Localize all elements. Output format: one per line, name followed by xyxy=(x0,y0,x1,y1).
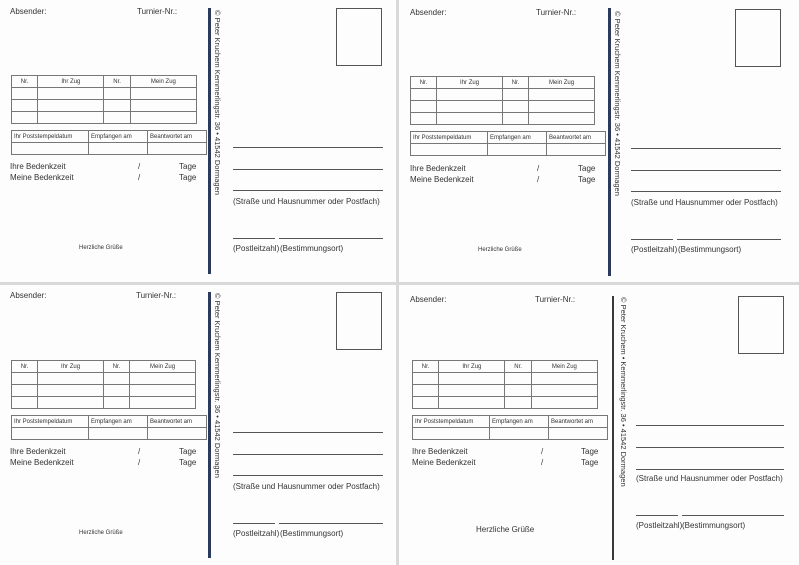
days-label: Tage xyxy=(179,162,197,171)
divider-bar xyxy=(608,8,611,276)
divider-bar xyxy=(208,292,211,558)
days-label: Tage xyxy=(578,164,596,173)
greeting: Herzliche Grüße xyxy=(79,245,123,251)
move-row xyxy=(413,373,598,385)
postal-code-label: (Postleitzahl) xyxy=(636,521,683,530)
sender-label: Absender: xyxy=(410,8,447,17)
destination-label: (Bestimmungsort) xyxy=(280,529,344,538)
move-row xyxy=(12,88,197,100)
move-header-nr-2: Nr. xyxy=(104,76,130,88)
tournament-label: Turnier-Nr.: xyxy=(136,291,177,300)
your-time-label: Ihre Bedenkzeit xyxy=(412,447,468,456)
address-line xyxy=(631,191,781,192)
date-row xyxy=(413,428,608,440)
address-line xyxy=(233,475,383,476)
address-line xyxy=(631,148,781,149)
destination-line xyxy=(279,523,383,524)
destination-line xyxy=(677,239,781,240)
move-header-nr: Nr. xyxy=(413,361,439,373)
move-header-nr: Nr. xyxy=(12,76,38,88)
move-row xyxy=(411,101,595,113)
sender-label: Absender: xyxy=(10,7,47,16)
my-time-label: Meine Bedenkzeit xyxy=(10,458,74,467)
address-line xyxy=(636,447,784,448)
address-line xyxy=(233,432,383,433)
greeting: Herzliche Grüße xyxy=(79,530,123,536)
address-line xyxy=(233,190,383,191)
postal-code-line xyxy=(631,239,673,240)
answered-header: Beantwortet am xyxy=(547,132,606,144)
date-row xyxy=(411,144,606,156)
move-header-my-move: Mein Zug xyxy=(130,76,196,88)
move-table xyxy=(11,75,197,124)
move-header-your-move: Ihr Zug xyxy=(38,76,104,88)
address-line xyxy=(233,169,383,170)
days-label: Tage xyxy=(179,173,197,182)
stamp-box xyxy=(738,296,784,354)
move-table xyxy=(410,76,595,125)
move-row xyxy=(12,385,196,397)
slash: / xyxy=(541,458,544,467)
date-table xyxy=(410,131,606,156)
postcard-1 xyxy=(0,0,396,282)
move-table xyxy=(412,360,598,409)
destination-label: (Bestimmungsort) xyxy=(280,244,344,253)
slash: / xyxy=(537,164,540,173)
date-row xyxy=(12,143,207,155)
postal-code-line xyxy=(233,238,275,239)
move-table xyxy=(11,360,196,409)
my-time-label: Meine Bedenkzeit xyxy=(10,173,74,182)
move-header-your-move: Ihr Zug xyxy=(38,361,104,373)
move-header-nr-2: Nr. xyxy=(103,361,129,373)
greeting: Herzliche Grüße xyxy=(478,247,522,253)
postal-code-line xyxy=(233,523,275,524)
move-row xyxy=(12,373,196,385)
your-time-label: Ihre Bedenkzeit xyxy=(10,447,66,456)
slash: / xyxy=(138,173,141,182)
address-line xyxy=(636,425,784,426)
move-header-nr-2: Nr. xyxy=(505,361,531,373)
slash: / xyxy=(537,175,540,184)
move-header-nr-2: Nr. xyxy=(502,77,528,89)
destination-line xyxy=(279,238,383,239)
move-row xyxy=(12,397,196,409)
days-label: Tage xyxy=(179,458,197,467)
postmark-date-header: Ihr Poststempeldatum xyxy=(12,416,89,428)
my-time-label: Meine Bedenkzeit xyxy=(412,458,476,467)
divider-bar xyxy=(612,296,614,560)
move-header-nr: Nr. xyxy=(12,361,38,373)
publisher-text: © Peter Kruchem Kemmerlingstr. 36 • 41542 Dormagen xyxy=(613,11,622,196)
days-label: Tage xyxy=(179,447,197,456)
sender-label: Absender: xyxy=(410,295,447,304)
date-table xyxy=(11,130,207,155)
tournament-label: Turnier-Nr.: xyxy=(536,8,577,17)
slash: / xyxy=(138,458,141,467)
postmark-date-header: Ihr Poststempeldatum xyxy=(12,131,89,143)
postcard-2 xyxy=(399,0,799,282)
address-line xyxy=(233,454,383,455)
postmark-date-header: Ihr Poststempeldatum xyxy=(411,132,488,144)
address-line xyxy=(233,147,383,148)
your-time-label: Ihre Bedenkzeit xyxy=(10,162,66,171)
move-row xyxy=(411,113,595,125)
days-label: Tage xyxy=(581,458,599,467)
publisher-text: © Peter Kruchem Kemmerlingstr. 36 • 41542 Dormagen xyxy=(213,293,222,478)
divider-bar xyxy=(208,8,211,274)
postal-code-label: (Postleitzahl) xyxy=(631,245,678,254)
move-row xyxy=(12,100,197,112)
move-row xyxy=(413,397,598,409)
answered-header: Beantwortet am xyxy=(148,131,207,143)
move-header-my-move: Mein Zug xyxy=(529,77,595,89)
received-header: Empfangen am xyxy=(490,416,549,428)
move-header-my-move: Mein Zug xyxy=(531,361,597,373)
date-table xyxy=(412,415,608,440)
tournament-label: Turnier-Nr.: xyxy=(137,7,178,16)
destination-label: (Bestimmungsort) xyxy=(682,521,746,530)
my-time-label: Meine Bedenkzeit xyxy=(410,175,474,184)
received-header: Empfangen am xyxy=(89,416,148,428)
move-row xyxy=(413,385,598,397)
publisher-text: © Peter Kruchem Kemmerlingstr. 36 • 41542 Dormagen xyxy=(213,10,222,195)
greeting: Herzliche Grüße xyxy=(476,525,535,534)
postal-code-label: (Postleitzahl) xyxy=(233,244,280,253)
answered-header: Beantwortet am xyxy=(148,416,207,428)
address-line xyxy=(636,469,784,470)
move-header-my-move: Mein Zug xyxy=(130,361,196,373)
sender-label: Absender: xyxy=(10,291,47,300)
slash: / xyxy=(138,162,141,171)
destination-line xyxy=(682,515,784,516)
postmark-date-header: Ihr Poststempeldatum xyxy=(413,416,490,428)
move-header-your-move: Ihr Zug xyxy=(437,77,503,89)
publisher-text: © Peter Kruchem • Kemmerlingstr. 36 • 41542 Dormagen xyxy=(619,297,628,487)
destination-label: (Bestimmungsort) xyxy=(678,245,742,254)
slash: / xyxy=(541,447,544,456)
days-label: Tage xyxy=(578,175,596,184)
date-table xyxy=(11,415,207,440)
days-label: Tage xyxy=(581,447,599,456)
move-row xyxy=(12,112,197,124)
stamp-box xyxy=(336,8,382,66)
stamp-box xyxy=(735,9,781,67)
date-row xyxy=(12,428,207,440)
move-header-nr: Nr. xyxy=(411,77,437,89)
postcard-3 xyxy=(0,285,396,565)
received-header: Empfangen am xyxy=(488,132,547,144)
stamp-box xyxy=(336,292,382,350)
move-row xyxy=(411,89,595,101)
street-label: (Straße und Hausnummer oder Postfach) xyxy=(636,474,783,483)
slash: / xyxy=(138,447,141,456)
postal-code-line xyxy=(636,515,678,516)
street-label: (Straße und Hausnummer oder Postfach) xyxy=(233,482,380,491)
street-label: (Straße und Hausnummer oder Postfach) xyxy=(233,197,380,206)
postcard-4 xyxy=(399,285,799,565)
answered-header: Beantwortet am xyxy=(549,416,608,428)
received-header: Empfangen am xyxy=(89,131,148,143)
street-label: (Straße und Hausnummer oder Postfach) xyxy=(631,198,778,207)
address-line xyxy=(631,170,781,171)
postal-code-label: (Postleitzahl) xyxy=(233,529,280,538)
your-time-label: Ihre Bedenkzeit xyxy=(410,164,466,173)
tournament-label: Turnier-Nr.: xyxy=(535,295,576,304)
move-header-your-move: Ihr Zug xyxy=(439,361,505,373)
